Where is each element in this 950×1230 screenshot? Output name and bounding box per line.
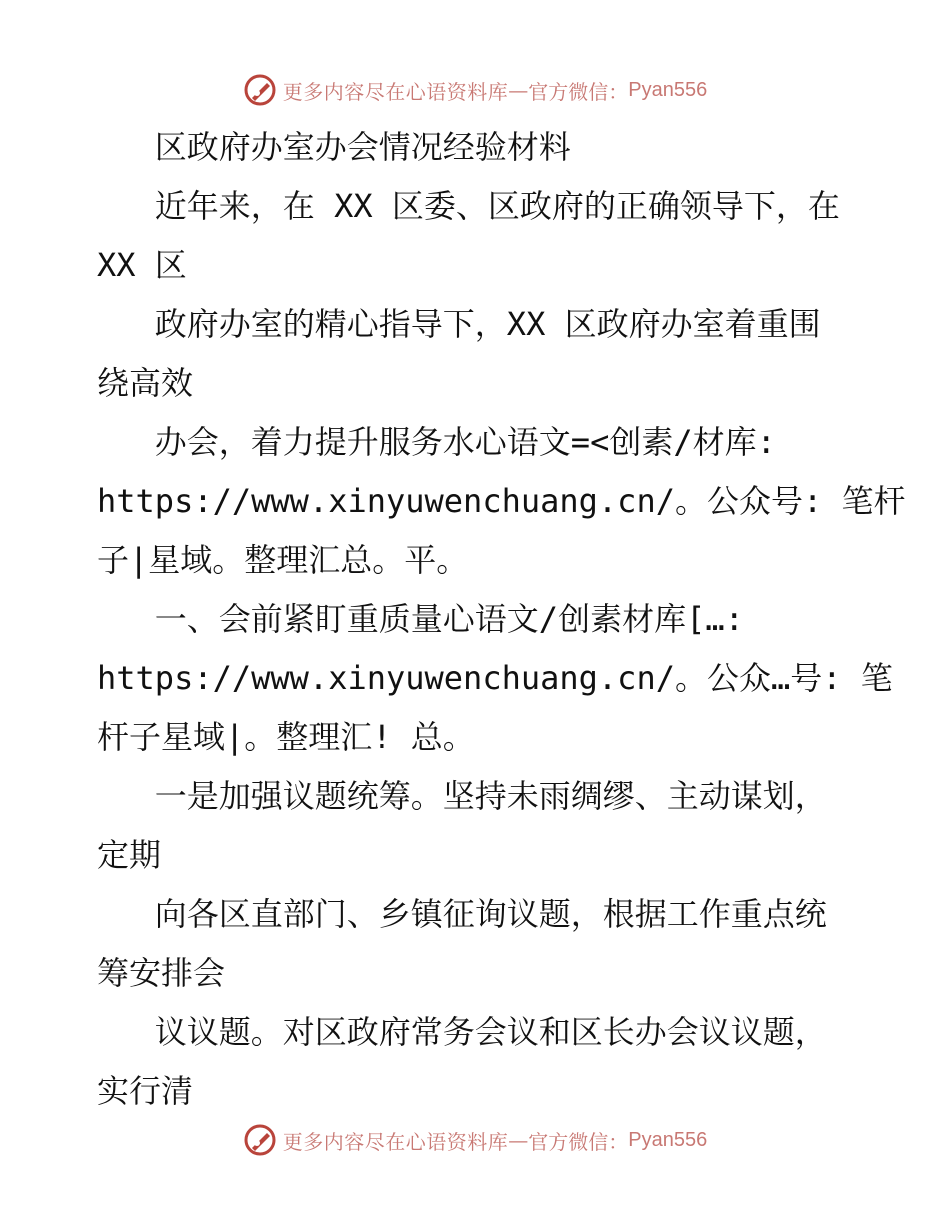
text-line: 一是加强议题统筹。坚持未雨绸缪、主动谋划， — [97, 777, 827, 815]
banner-wechat-label: 官方微信： — [528, 1129, 629, 1154]
text-line: https://www.xinyuwenchuang.cn/。公众号: 笔杆 — [97, 482, 906, 520]
footer-banner — [0, 1120, 950, 1160]
pen-logo-icon — [243, 1123, 277, 1157]
text-line: 政府办室的精心指导下，XX 区政府办室着重围 — [97, 305, 821, 343]
text-line: 近年来，在 XX 区委、区政府的正确领导下，在 — [97, 187, 840, 225]
text-line: 办会，着力提升服务水心语文=<创素/材库: — [97, 423, 776, 461]
text-line: https://www.xinyuwenchuang.cn/。公众…号: 笔 — [97, 659, 893, 697]
banner-wechat-id: Pyan556 — [628, 78, 708, 101]
text-line: 实行清 — [97, 1072, 194, 1110]
banner-wechat-label: 官方微信： — [528, 79, 629, 104]
section-heading-line: 一、会前紧盯重质量心语文/创素材库[…: — [97, 600, 744, 638]
banner-separator: — — [508, 1128, 529, 1152]
banner-separator: — — [508, 78, 529, 102]
banner-slogan: 更多内容尽在心语资料库 — [282, 1129, 509, 1154]
pen-logo-icon — [243, 73, 277, 107]
header-banner — [0, 70, 950, 110]
text-line: 议议题。对区政府常务会议和区长办会议议题， — [97, 1013, 827, 1051]
text-line: 向各区直部门、乡镇征询议题，根据工作重点统 — [97, 895, 827, 933]
text-line: 子|星域。整理汇总。平。 — [97, 541, 469, 579]
text-line: 绕高效 — [97, 364, 194, 402]
text-line: XX 区 — [97, 246, 187, 284]
banner-slogan: 更多内容尽在心语资料库 — [282, 79, 509, 104]
document-title-line: 区政府办室办会情况经验材料 — [97, 128, 571, 166]
text-line: 定期 — [97, 836, 162, 874]
text-line: 筹安排会 — [97, 954, 226, 992]
document-body — [97, 118, 906, 1121]
banner-wechat-id: Pyan556 — [628, 1128, 708, 1151]
text-line: 杆子星域|。整理汇! 总。 — [97, 718, 475, 756]
